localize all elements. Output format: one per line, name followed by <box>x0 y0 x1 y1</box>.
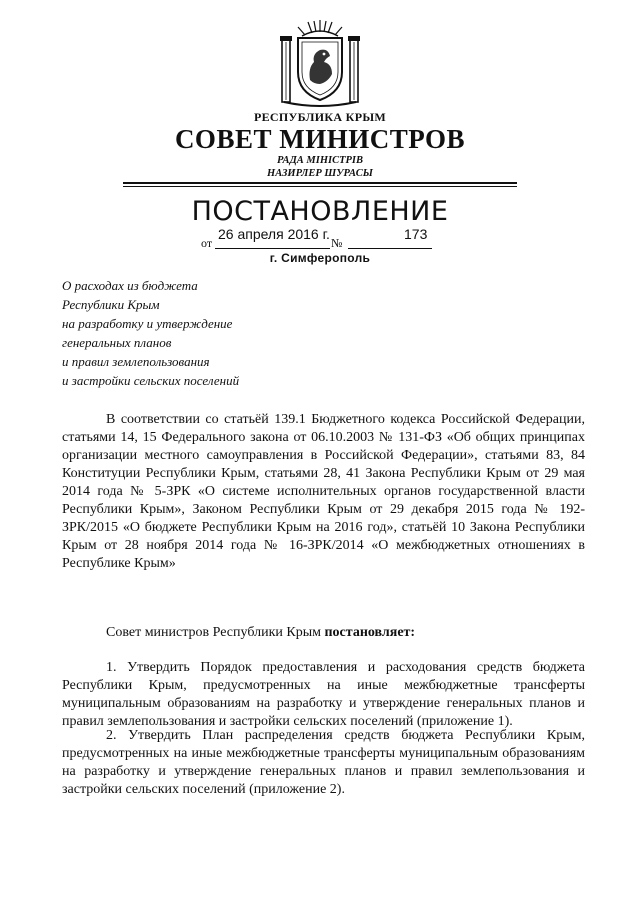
item-1-paragraph: 1. Утвердить Порядок предоставления и расходования средств бюджета Республики Крым, предусмотренных на иные межбюджетные трансферты муниципальным образованиям на разработку и утверждение генеральных планов и правил землепользования и застройки сельских поселений (приложение 1). <box>62 660 585 729</box>
council-name: СОВЕТ МИНИСТРОВ <box>174 124 466 154</box>
decree-subject <box>62 276 239 390</box>
subject-line: Республики Крым <box>62 297 160 312</box>
document-type-title: ПОСТАНОВЛЕНИЕ <box>191 196 449 227</box>
number-label: № <box>331 236 343 250</box>
subject-line: генеральных планов <box>62 335 172 350</box>
decree-date: 26 апреля 2016 г. <box>218 226 330 242</box>
crimea-coat-of-arms-icon <box>276 18 364 108</box>
header-rule-thick <box>123 182 517 184</box>
subject-line: и застройки сельских поселений <box>62 373 240 388</box>
decree-number: 173 <box>404 226 428 242</box>
council-name-crimean-tatar: НАЗИРЛЕР ШУРАСЫ <box>267 168 373 179</box>
item-2-paragraph: 2. Утвердить План распределения средств бюджета Республики Крым, предусмотренных на иные межбюджетные трансферты муниципальным образованиям на разработку и утверждение генеральных планов и правил землепользования и застройки сельских поселений (приложение 2). <box>62 728 585 797</box>
preamble-paragraph: В соответствии со статьёй 139.1 Бюджетного кодекса Российской Федерации, статьями 14, 15 Федерального закона от 06.10.2003 № 131-ФЗ «Об общих принципах организации местного самоуправления в Российской Федерации», статьями 83, 84 Конституции Республики Крым, статьями 28, 41 Закона Республики Крым от 29 мая 2014 года № 5-ЗРК «О системе исполнительных органов государственной власти Республики Крым», Законом Республики Крым от 29 декабря 2015 года № 192-ЗРК/2015 «О бюджете Республики Крым на 2016 год», статьёй 10 Закона Республики Крым от 28 ноября 2014 года № 16-ЗРК/2014 «О межбюджетных отношениях в Республике Крым» <box>62 412 585 571</box>
number-underline <box>348 248 432 249</box>
resolves-keyword: постановляет: <box>324 625 416 640</box>
date-underline <box>215 248 330 249</box>
decree-city: г. Симферополь <box>269 251 371 265</box>
resolves-text: Совет министров Республики Крым <box>106 625 325 640</box>
resolves-paragraph <box>62 624 585 642</box>
subject-line: и правил землепользования <box>62 354 210 369</box>
subject-line: О расходах из бюджета <box>62 278 198 293</box>
date-label: от <box>201 236 213 250</box>
council-name-ukrainian: РАДА МІНІСТРІВ <box>276 155 364 166</box>
subject-line: на разработку и утверждение <box>62 316 233 331</box>
republic-name: РЕСПУБЛИКА КРЫМ <box>253 110 387 124</box>
header-rule-thin <box>123 186 517 187</box>
